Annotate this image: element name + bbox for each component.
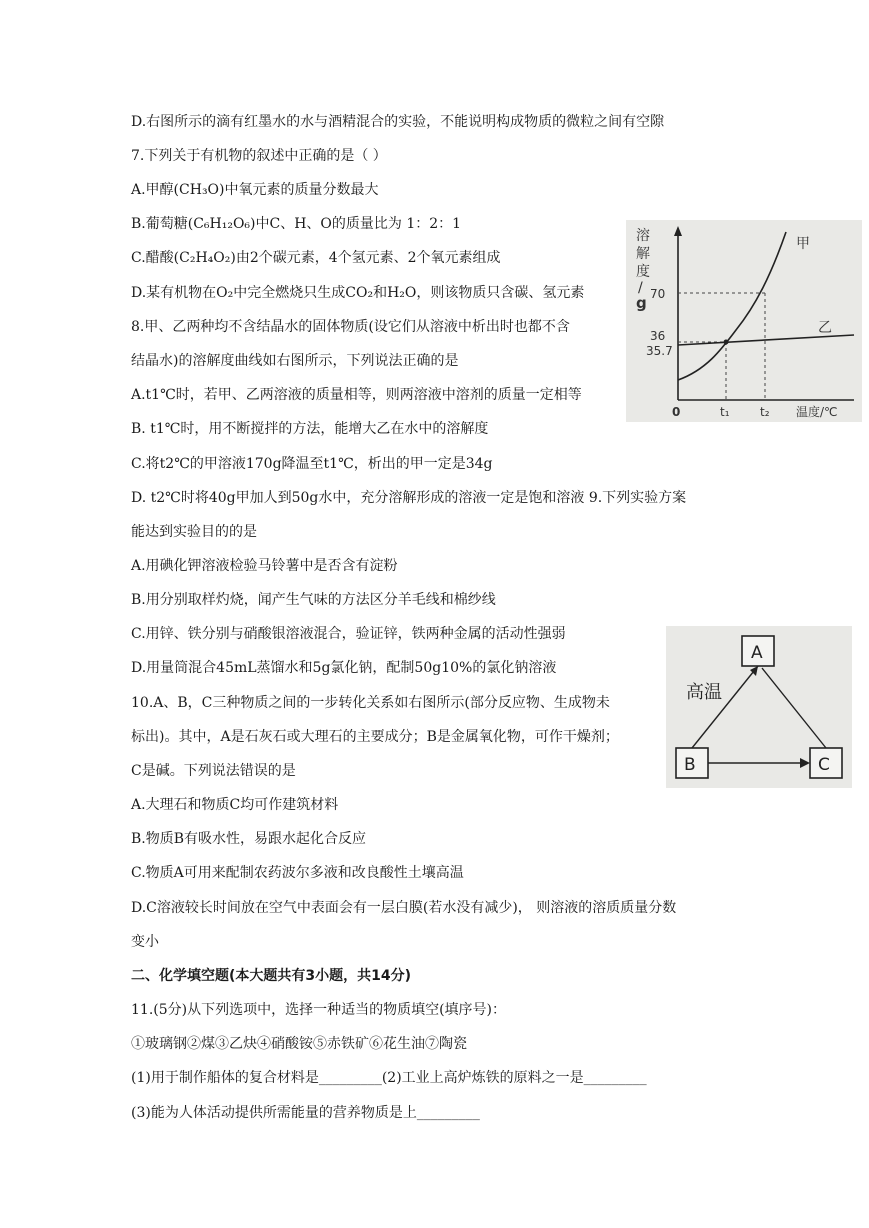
node-a-label: A	[751, 643, 763, 663]
ylabel-char-4: /	[638, 280, 643, 296]
y-tick-label-36: 36	[650, 329, 666, 343]
question-10-cont2: C是碱。下列说法错误的是	[131, 763, 296, 779]
y-axis-arrow	[674, 226, 682, 236]
edge-label-high-temp: 高温	[686, 682, 722, 703]
arrow-head-c	[800, 758, 810, 768]
edge-b-to-a	[692, 666, 758, 748]
line-option-8c: C.将t2℃的甲溶液170g降温至t1℃，析出的甲一定是34g	[131, 456, 493, 472]
question-10-cont: 标出)。其中，A是石灰石或大理石的主要成分；B是金属氧化物，可作干燥剂；	[131, 729, 619, 745]
line-option-10d: D.C溶液较长时间放在空气中表面会有一层白膜(若水没有减少)， 则溶液的溶质质量分数	[131, 900, 677, 916]
x-tick-label-t2: t₂	[760, 405, 770, 419]
line-option-8a: A.t1℃时，若甲、乙两溶液的质量相等，则两溶液中溶剂的质量一定相等	[131, 387, 582, 403]
section-heading: 二、化学填空题(本大题共有3小题，共14分)	[131, 968, 412, 984]
y-tick-label-70: 70	[650, 287, 666, 301]
line-option-10d-cont: 变小	[131, 934, 159, 950]
line-option-7d: D.某有机物在O₂中完全燃烧只生成CO₂和H₂O，则该物质只含碳、氢元素	[131, 285, 585, 301]
choice-list: ①玻璃钢②煤③乙炔④硝酸铵⑤赤铁矿⑥花生油⑦陶瓷	[131, 1036, 467, 1052]
line-option-8d: D. t2℃时将40g甲加人到50g水中，充分溶解形成的溶液一定是饱和溶液 9.下列实验方案	[131, 490, 687, 506]
question-9-cont: 能达到实验目的的是	[131, 524, 257, 540]
question-8-cont: 结晶水)的溶解度曲线如右图所示，下列说法正确的是	[131, 353, 459, 369]
line-option-10c: C.物质A可用来配制农药波尔多液和改良酸性土壤高温	[131, 865, 464, 881]
question-11: 11.(5分)从下列选项中，选择一种适当的物质填空(填序号)：	[131, 1002, 507, 1018]
series-label-jia: 甲	[796, 236, 810, 252]
line-option-8b: B. t1℃时，用不断搅拌的方法，能增大乙在水中的溶解度	[131, 421, 489, 437]
series-label-yi: 乙	[818, 320, 832, 336]
node-c-label: C	[818, 755, 830, 775]
line-option-6d: D.右图所示的滴有红墨水的水与酒精混合的实验，不能说明构成物质的微粒之间有空隙	[131, 114, 665, 130]
line-option-7b: B.葡萄糖(C₆H₁₂O₆)中C、H、O的质量比为 1：2：1	[131, 216, 462, 232]
x-tick-label-t1: t₁	[720, 405, 730, 419]
ylabel-char-1: 溶	[636, 228, 650, 244]
x-tick-label-0: 0	[672, 405, 681, 419]
solubility-curve-figure	[626, 220, 862, 422]
y-tick-label-35-7: 35.7	[646, 344, 673, 358]
ylabel-char-3: 度	[636, 264, 650, 280]
line-option-10b: B.物质B有吸水性，易跟水起化合反应	[131, 831, 367, 847]
question-7: 7.下列关于有机物的叙述中正确的是（ ）	[131, 148, 387, 164]
line-option-7a: A.甲醇(CH₃O)中氧元素的质量分数最大	[131, 182, 379, 198]
intersection-point	[724, 340, 729, 345]
edge-c-to-a	[762, 668, 826, 748]
line-option-9d: D.用量筒混合45mL蒸馏水和5g氯化钠，配制50g10%的氯化钠溶液	[131, 660, 557, 676]
conversion-diagram-figure	[666, 626, 852, 788]
line-option-9b: B.用分别取样灼烧，闻产生气味的方法区分羊毛线和棉纱线	[131, 592, 496, 608]
xlabel: 温度/℃	[796, 405, 838, 419]
blank-3: (3)能为人体活动提供所需能量的营养物质是上_________	[131, 1105, 480, 1121]
ylabel-char-2: 解	[636, 246, 650, 262]
line-option-7c: C.醋酸(C₂H₄O₂)由2个碳元素，4个氢元素、2个氧元素组成	[131, 250, 501, 266]
question-8: 8.甲、乙两种均不含结晶水的固体物质(设它们从溶液中析出时也都不含	[131, 319, 570, 335]
line-option-9c: C.用锌、铁分别与硝酸银溶液混合，验证锌，铁两种金属的活动性强弱	[131, 626, 566, 642]
blank-1-2: (1)用于制作船体的复合材料是_________(2)工业上高炉炼铁的原料之一是_________	[131, 1070, 647, 1086]
line-yi	[678, 335, 854, 345]
ylabel-char-5: g	[636, 294, 647, 312]
node-b-label: B	[684, 755, 696, 775]
line-option-10a: A.大理石和物质C均可作建筑材料	[131, 797, 339, 813]
curve-jia	[678, 232, 786, 380]
question-10: 10.A、B，C三种物质之间的一步转化关系如右图所示(部分反应物、生成物未	[131, 695, 610, 711]
line-option-9a: A.用碘化钾溶液检验马铃薯中是否含有淀粉	[131, 558, 398, 574]
